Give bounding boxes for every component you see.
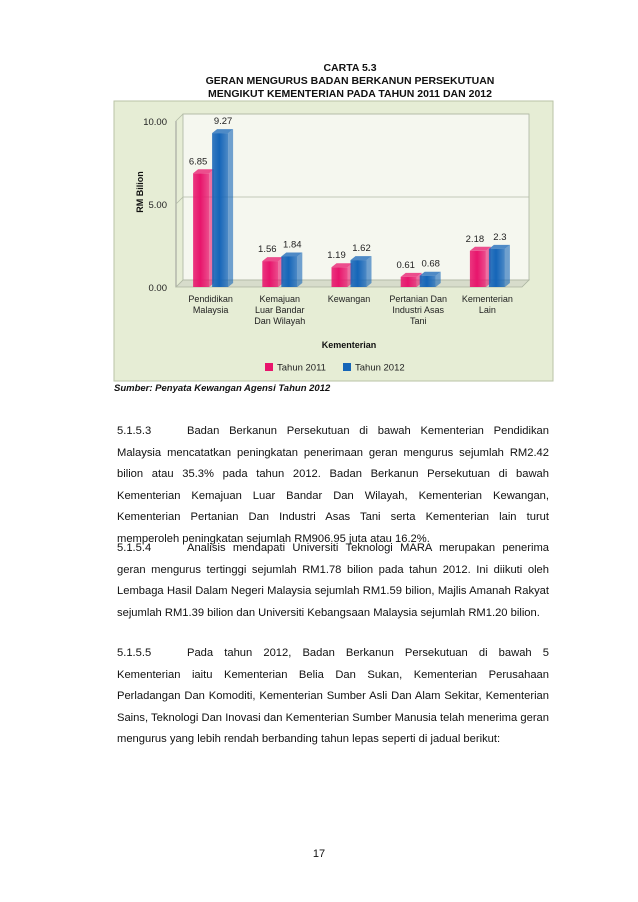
bar xyxy=(281,256,297,287)
bar-side xyxy=(297,252,302,287)
chart-title-line-1: CARTA 5.3 xyxy=(323,62,377,74)
legend-label: Tahun 2011 xyxy=(277,362,326,374)
data-label: 0.68 xyxy=(421,258,440,270)
paragraph-5-1-5-5 xyxy=(117,643,549,751)
source-note: Sumber: Penyata Kewangan Agensi Tahun 2012 xyxy=(114,383,331,394)
legend-swatch xyxy=(265,363,273,371)
bar xyxy=(262,261,278,287)
data-label: 2.3 xyxy=(493,231,507,243)
paragraph-text: Badan Berkanun Persekutuan di bawah Kementerian Pendidikan Malaysia mencatatkan peningkatan penerimaan geran mengurus sejumlah RM2.42 bilion atau 35.3% pada tahun 2012. Badan Berkanun Persekutuan di bawah Kementerian Kemajuan Luar Bandar Dan Wilayah, Kementerian Kewangan, Kementerian Pertanian Dan Industri Asas Tani serta Kementerian lain turut memperoleh peningkatan sejumlah RM906.95 juta atau 16.2%. xyxy=(117,425,549,545)
bar-side xyxy=(367,256,372,287)
bar xyxy=(489,249,505,287)
data-label: 1.19 xyxy=(327,250,346,262)
paragraph-5-1-5-4 xyxy=(117,538,549,624)
bar-side xyxy=(228,129,233,287)
paragraph-text: Pada tahun 2012, Badan Berkanun Persekutuan di bawah 5 Kementerian iaitu Kementerian Belia Dan Sukan, Kementerian Perusahaan Perladangan Dan Komoditi, Kementerian Sumber Asli Dan Alam Sekitar, Kementerian Sains, Teknologi Dan Inovasi dan Kementerian Sumber Manusia telah menerima geran mengurus yang lebih rendah berbanding tahun lepas seperti di jadual berikut: xyxy=(117,647,549,746)
paragraph-text: Analisis mendapati Universiti Teknologi MARA merupakan penerima geran mengurus tertinggi sejumlah RM1.78 bilion pada tahun 2012. Ini diikuti oleh Lembaga Hasil Dalam Negeri Malaysia sejumlah RM1.59 bilion, Majlis Amanah Rakyat sejumlah RM1.39 bilion dan Universiti Kebangsaan Malaysia sejumlah RM1.20 bilion. xyxy=(117,542,549,619)
y-tick-label: 10.00 xyxy=(143,117,167,128)
bar xyxy=(420,276,436,287)
page-number: 17 xyxy=(312,848,326,860)
x-tick-label: Pertanian Dan Industri Asas Tani xyxy=(389,294,447,326)
bar xyxy=(351,260,367,287)
x-tick-label: Kementerian Lain xyxy=(461,294,513,315)
x-tick-label: Kemajuan Luar Bandar Dan Wilayah xyxy=(254,294,306,326)
bar xyxy=(332,267,348,287)
data-label: 1.62 xyxy=(352,243,371,255)
data-label: 1.84 xyxy=(283,239,302,251)
paragraph-number: 5.1.5.5 xyxy=(117,647,152,659)
y-axis-label: RM Bilion xyxy=(135,171,145,213)
y-tick-label: 0.00 xyxy=(148,283,167,294)
legend-swatch xyxy=(343,363,351,371)
paragraph-number: 5.1.5.3 xyxy=(117,425,152,437)
chart-title-line-2: GERAN MENGURUS BADAN BERKANUN PERSEKUTUAN xyxy=(205,75,495,87)
x-tick-label: Pendidikan Malaysia xyxy=(188,294,233,315)
chart-title-line-3: MENGIKUT KEMENTERIAN PADA TAHUN 2011 DAN 2012 xyxy=(208,88,492,100)
bar xyxy=(401,277,417,287)
bar xyxy=(212,133,228,287)
data-label: 9.27 xyxy=(213,116,233,128)
bar-side xyxy=(505,245,510,287)
x-tick-label: Kewangan xyxy=(327,294,371,304)
y-tick-label: 5.00 xyxy=(148,200,167,211)
bar xyxy=(470,251,486,287)
legend-label: Tahun 2012 xyxy=(355,362,405,374)
x-axis-label: Kementerian xyxy=(321,340,377,350)
paragraph-number: 5.1.5.4 xyxy=(117,542,152,554)
paragraph-5-1-5-3 xyxy=(117,421,549,551)
bar-chart xyxy=(0,0,638,400)
bar xyxy=(193,173,209,287)
data-label: 2.18 xyxy=(465,233,485,245)
data-label: 0.61 xyxy=(396,259,415,271)
data-label: 6.85 xyxy=(188,156,208,168)
data-label: 1.56 xyxy=(258,244,277,256)
